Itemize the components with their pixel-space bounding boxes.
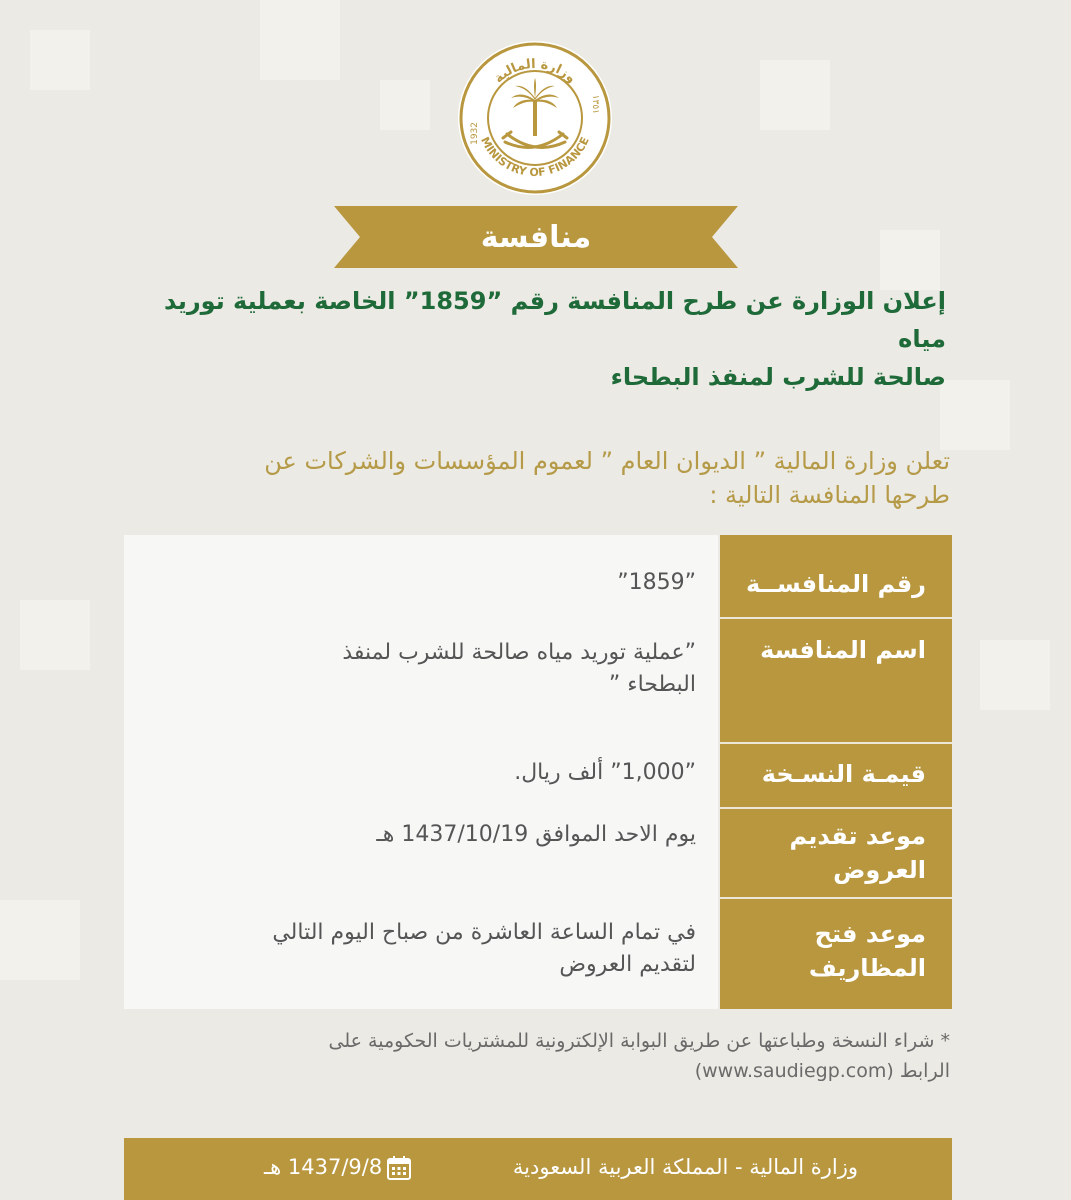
ministry-emblem	[455, 38, 615, 198]
label-tender-name: اسم المنافسة	[760, 636, 926, 664]
value-tender-number: ”1859”	[617, 570, 696, 595]
value-tender-name	[136, 637, 696, 701]
emblem-year-hijri: ١٣٥١	[590, 94, 600, 114]
value-envelope-opening-line-2: لتقديم العروض	[559, 952, 696, 977]
row-divider	[720, 807, 952, 809]
note-line-1: * شراء النسخة وطباعتها عن طريق البوابة الإلكترونية للمشتريات الحكومية على	[328, 1030, 950, 1052]
title-ribbon	[334, 206, 738, 268]
label-submission-date	[720, 819, 952, 887]
row-divider	[720, 617, 952, 619]
row-divider	[720, 897, 952, 899]
label-submission-date-line-1: موعد تقديم	[789, 822, 926, 850]
value-envelope-opening-line-1: في تمام الساعة العاشرة من صباح اليوم التالي	[272, 920, 696, 945]
headline-line-2: صالحة للشرب لمنفذ البطحاء	[610, 363, 946, 391]
headline	[116, 282, 946, 396]
value-tender-name-line-2: البطحاء ”	[608, 672, 696, 697]
value-submission-date: يوم الاحد الموافق 1437/10/19 هـ	[376, 822, 696, 847]
value-tender-name-line-1: ”عملية توريد مياه صالحة للشرب لمنفذ	[342, 640, 696, 665]
value-copy-price: ”1,000” ألف ريال.	[514, 760, 696, 785]
details-table	[124, 535, 952, 1009]
label-envelope-opening	[720, 917, 952, 985]
label-submission-date-line-2: العروض	[833, 856, 926, 884]
emblem-year-gregorian: 1932	[470, 122, 480, 145]
row-divider	[720, 742, 952, 744]
intro-text	[120, 444, 950, 512]
emblem-arabic-name: وزارة المالية	[491, 56, 579, 87]
page-title: منافسة	[480, 219, 592, 255]
note-line-2: الرابط (www.saudiegp.com)	[694, 1060, 950, 1082]
footer-date: 1437/9/8 هـ	[264, 1155, 383, 1179]
calendar-icon	[386, 1155, 412, 1181]
label-tender-number: رقم المنافســة	[746, 570, 926, 598]
intro-line-1: تعلن وزارة المالية ” الديوان العام ” لعموم المؤسسات والشركات عن	[264, 447, 950, 475]
label-copy-price: قيمـة النسـخة	[761, 760, 926, 788]
footer-organization: وزارة المالية - المملكة العربية السعودية	[512, 1155, 858, 1179]
purchase-note	[120, 1026, 950, 1086]
value-envelope-opening	[136, 917, 696, 981]
intro-line-2: طرحها المنافسة التالية :	[709, 481, 950, 509]
emblem-english-name: MINISTRY OF FINANCE	[478, 134, 592, 180]
label-envelope-opening-line-2: المظاريف	[808, 954, 926, 982]
headline-line-1: إعلان الوزارة عن طرح المنافسة رقم ”1859” الخاصة بعملية توريد مياه	[163, 287, 946, 353]
footer-bar	[124, 1138, 952, 1200]
label-envelope-opening-line-1: موعد فتح	[814, 920, 926, 948]
